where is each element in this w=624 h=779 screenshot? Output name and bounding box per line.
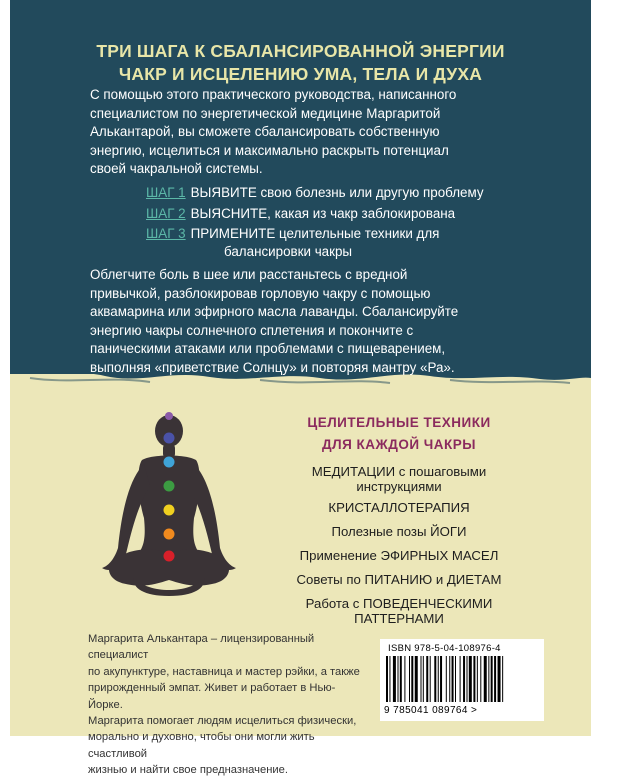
chakra-dot-solar-plexus bbox=[164, 505, 175, 516]
technique-item bbox=[254, 572, 544, 587]
headline bbox=[30, 40, 571, 86]
chakra-dot-third-eye bbox=[164, 433, 175, 444]
headline-line: ТРИ ШАГА К СБАЛАНСИРОВАННОЙ ЭНЕРГИИ bbox=[96, 41, 505, 61]
technique-item bbox=[254, 464, 544, 494]
body-line: привычкой, разблокировав горловую чакру с помощью bbox=[90, 285, 431, 301]
intro-line: специалистом по энергетической медицине Маргаритой bbox=[90, 105, 441, 121]
book-back-cover bbox=[10, 0, 591, 777]
chakra-dot-root bbox=[164, 551, 175, 562]
step-2 bbox=[146, 205, 546, 224]
intro-line: своей чакральной системы. bbox=[90, 161, 263, 177]
chakra-dot-throat bbox=[164, 457, 175, 468]
technique-line: Работа с ПОВЕДЕНЧЕСКИМИ bbox=[305, 596, 493, 611]
step-text: ВЫЯВИТЕ свою болезнь или другую проблему bbox=[190, 185, 484, 200]
barcode-bars bbox=[384, 656, 540, 704]
step-text: ПРИМЕНИТЕ целительные техники для bbox=[190, 226, 440, 241]
bio-line: морально и духовно, чтобы они могли жить счастливой bbox=[88, 731, 315, 760]
step-label: ШАГ 2 bbox=[146, 206, 186, 221]
chakra-dot-crown bbox=[165, 412, 173, 420]
bio-line: Маргарита помогает людям исцелиться физически, bbox=[88, 715, 357, 728]
technique-line: Советы по ПИТАНИЮ и ДИЕТАМ bbox=[296, 572, 502, 587]
bio-line: Маргарита Алькантара – лицензированный специалист bbox=[88, 633, 315, 662]
headline-line: ЧАКР И ИСЦЕЛЕНИЮ УМА, ТЕЛА И ДУХА bbox=[118, 64, 483, 84]
step-1 bbox=[146, 184, 546, 203]
body-line: Облегчите боль в шее или расстаньтесь с вредной bbox=[90, 267, 408, 282]
barcode-number: 9 785041 089764 > bbox=[384, 705, 478, 716]
body-line: паническими атаками или проблемами с пищеварением, bbox=[90, 341, 446, 357]
chakra-dot-sacral bbox=[164, 529, 175, 540]
technique-line: ПАТТЕРНАМИ bbox=[354, 611, 444, 626]
technique-item bbox=[254, 524, 544, 539]
bio-line: прирожденный эмпат. Живет и работает в Нью-Йорке. bbox=[88, 682, 336, 711]
intro-line: энергию, исцелиться и максимально раскрыть потенциал bbox=[90, 142, 449, 158]
techniques-heading-line: ЦЕЛИТЕЛЬНЫЕ ТЕХНИКИ bbox=[307, 415, 491, 430]
bio-line: по акупунктуре, наставница и мастер рэйки, а также bbox=[88, 665, 360, 678]
step-3 bbox=[146, 225, 546, 244]
step-3-continued bbox=[224, 243, 624, 262]
body-line: аквамарина или эфирного масла лаванды. Сбалансируйте bbox=[90, 304, 459, 320]
technique-item bbox=[254, 500, 544, 515]
step-text: балансировки чакры bbox=[224, 244, 353, 259]
technique-line: инструкциями bbox=[356, 479, 442, 494]
intro-line: С помощью этого практического руководства, написанного bbox=[90, 87, 457, 102]
body-line: выполняя «приветствие Солнцу» и повторяя мантру «Ра». bbox=[90, 359, 455, 375]
step-text: ВЫЯСНИТЕ, какая из чакр заблокирована bbox=[190, 206, 456, 221]
body-line: энергию чакры солнечного сплетения и покончите с bbox=[90, 322, 414, 338]
meditation-figure bbox=[94, 398, 244, 603]
technique-line: Применение ЭФИРНЫХ МАСЕЛ bbox=[299, 548, 499, 563]
intro-paragraph bbox=[90, 86, 530, 179]
body-paragraph bbox=[90, 266, 520, 378]
chakra-dot-heart bbox=[164, 481, 175, 492]
technique-item bbox=[254, 596, 544, 626]
intro-line: Алькантарой, вы сможете сбалансировать собственную bbox=[90, 124, 440, 140]
technique-line: Полезные позы ЙОГИ bbox=[331, 524, 467, 539]
techniques-heading bbox=[254, 412, 544, 456]
author-bio bbox=[88, 631, 368, 779]
barcode bbox=[380, 639, 544, 721]
step-label: ШАГ 1 bbox=[146, 185, 186, 200]
techniques-heading-line: ДЛЯ КАЖДОЙ ЧАКРЫ bbox=[321, 437, 476, 452]
technique-line: МЕДИТАЦИИ с пошаговыми bbox=[311, 464, 487, 479]
step-label: ШАГ 3 bbox=[146, 226, 186, 241]
technique-line: КРИСТАЛЛОТЕРАПИЯ bbox=[328, 500, 470, 515]
isbn-text: ISBN 978-5-04-108976-4 bbox=[388, 643, 501, 654]
bio-line: жизнью и найти свое предназначение. bbox=[88, 764, 288, 777]
technique-item bbox=[254, 548, 544, 563]
